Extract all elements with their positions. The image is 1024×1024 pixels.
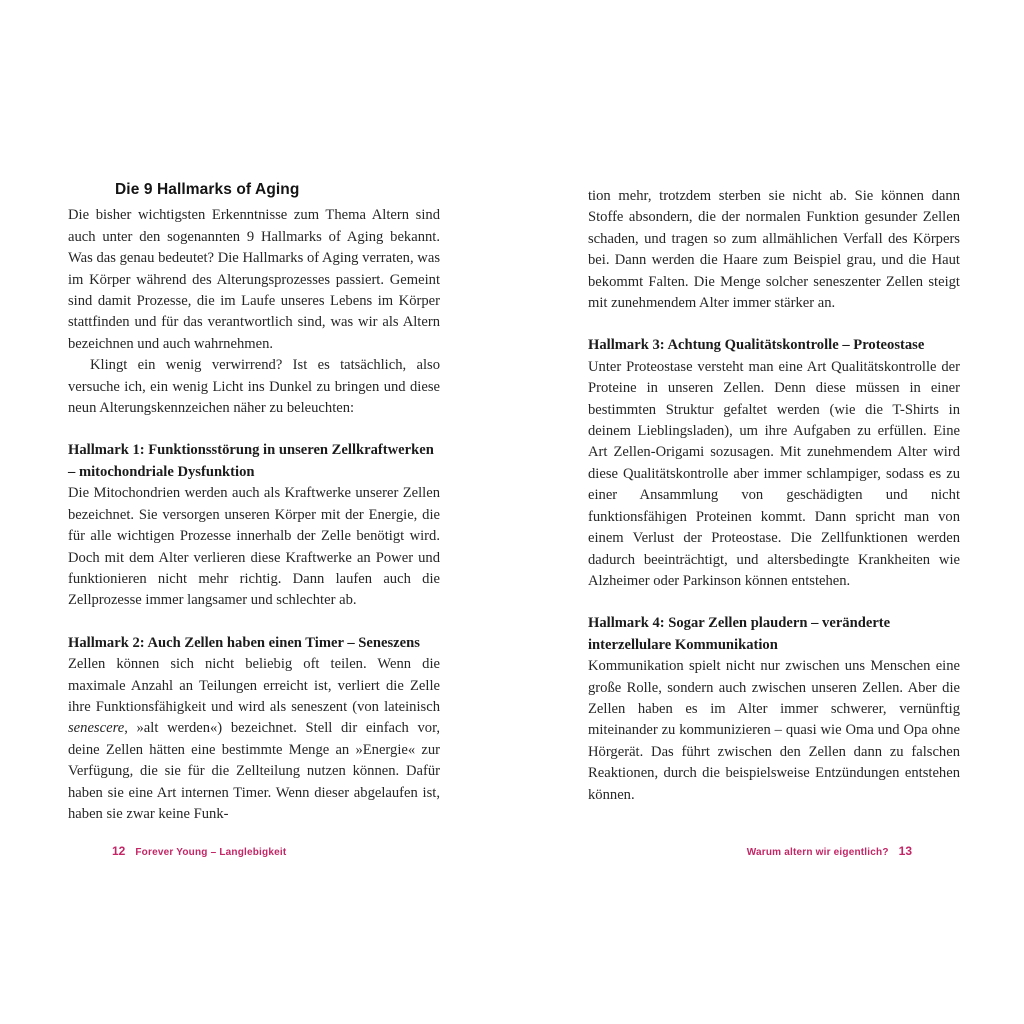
hallmark2-heading: Hallmark 2: Auch Zellen haben einen Timer – Seneszens bbox=[68, 634, 420, 651]
left-page-number: 12 bbox=[112, 844, 126, 858]
section-heading: Die 9 Hallmarks of Aging bbox=[115, 181, 300, 198]
intro-paragraph: Die bisher wichtigsten Erkenntnisse zum Thema Altern sind auch unter den sogenannten 9 Hallmarks of Aging bekannt. Was das genau bedeutet? Die Hallmarks of Aging verraten, was im Körper während des Alterungsprozesses passiert. Gemeint sind damit Prozesse, die im Laufe unseres Lebens im Körper stattfinden und für das verantwortlich sind, was wir als Altern bezeichnen und auch wahrnehmen. bbox=[68, 207, 440, 352]
hallmark2-body bbox=[68, 654, 440, 825]
hallmark1-heading: Hallmark 1: Funktionsstörung in unseren Zellkraftwerken – mitochondriale Dysfunktion bbox=[68, 442, 434, 480]
intro-paragraph-2: Klingt ein wenig verwirrend? Ist es tatsächlich, also versuche ich, ein wenig Licht ins Dunkel zu bringen und diese neun Alterungskennzeichen näher zu beleuchten: bbox=[68, 357, 440, 417]
right-page-footer bbox=[747, 842, 912, 860]
hallmark2-body-post: , »alt werden«) bezeichnet. Stell dir einfach vor, deine Zellen hätten eine bestimmte Menge an »Energie« zur Verfügung, die sie für die Zellteilung nutzen können. Dafür haben sie eine Art internen Timer. Wenn dieser abgelaufen ist, haben sie zwar keine Funk- bbox=[68, 720, 440, 822]
hallmark3-heading: Hallmark 3: Achtung Qualitätskontrolle – Proteostase bbox=[588, 337, 925, 354]
hallmark1-body: Die Mitochondrien werden auch als Kraftwerke unserer Zellen bezeichnet. Sie versorgen unseren Körper mit der Energie, die für alle wichtigen Prozesse innerhalb der Zelle benötigt wird. Doch mit dem Alter verlieren diese Kraftwerke an Power und funktionieren nicht mehr richtig. Dann laufen auch die Zellprozesse immer langsamer und schlechter ab. bbox=[68, 485, 440, 609]
hallmark2-body-pre: Zellen können sich nicht beliebig oft teilen. Wenn die maximale Anzahl an Teilungen erreicht ist, verliert die Zelle ihre Funktionsfähigkeit und wird als seneszent (von lateinisch bbox=[68, 656, 440, 715]
right-footer-label: Warum altern wir eigentlich? bbox=[746, 847, 889, 858]
left-footer-label: Forever Young – Langlebigkeit bbox=[135, 847, 287, 858]
left-page bbox=[68, 179, 440, 825]
hallmark4-body: Kommunikation spielt nicht nur zwischen uns Menschen eine große Rolle, sondern auch zwischen unseren Zellen. Aber die Zellen haben es im Alter immer schwerer, vernünftig miteinander zu kommunizieren – quasi wie Oma und Opa ohne Hörgerät. Das führt zwischen den Zellen dann zu falschen Reaktionen, durch die beispielsweise Entzündungen entstehen können. bbox=[588, 658, 960, 803]
right-page bbox=[588, 186, 960, 806]
hallmark3-body: Unter Proteostase versteht man eine Art Qualitätskontrolle der Proteine in unseren Zellen. Denn diese müssen in einer bestimmten Struktur gefaltet werden (wie die T-Shirts in deinem Lieblingsladen), um ihre Aufgaben zu erfüllen. Eine Art Zellen-Origami sozusagen. Mit zunehmendem Alter wird diese Qualitätskontrolle aber immer schlampiger, sodass es zu einer Ansammlung von geschädigten und nicht funktionsfähigen Proteinen kommt. Dann spricht man von einem Verlust der Proteostase. Die Zellfunktionen werden dadurch beeinträchtigt, und altersbedingte Krankheiten wie Alzheimer oder Parkinson können entstehen. bbox=[588, 358, 960, 589]
continuation-paragraph: tion mehr, trotzdem sterben sie nicht ab. Sie können dann Stoffe absondern, die der normalen Funktion gesunder Zellen schaden, und tragen so zum allmählichen Verfall des Körpers bei. Dann werden die Haare zum Beispiel grau, und die Haut bekommt Falten. Die Menge solcher seneszenter Zellen steigt mit zunehmendem Alter immer stärker an. bbox=[588, 188, 960, 312]
left-page-footer bbox=[112, 842, 286, 860]
right-page-number: 13 bbox=[898, 844, 912, 858]
hallmark4-heading: Hallmark 4: Sogar Zellen plaudern – veränderte interzellulare Kommunikation bbox=[588, 615, 891, 653]
hallmark2-latin-term: senescere bbox=[68, 720, 125, 737]
